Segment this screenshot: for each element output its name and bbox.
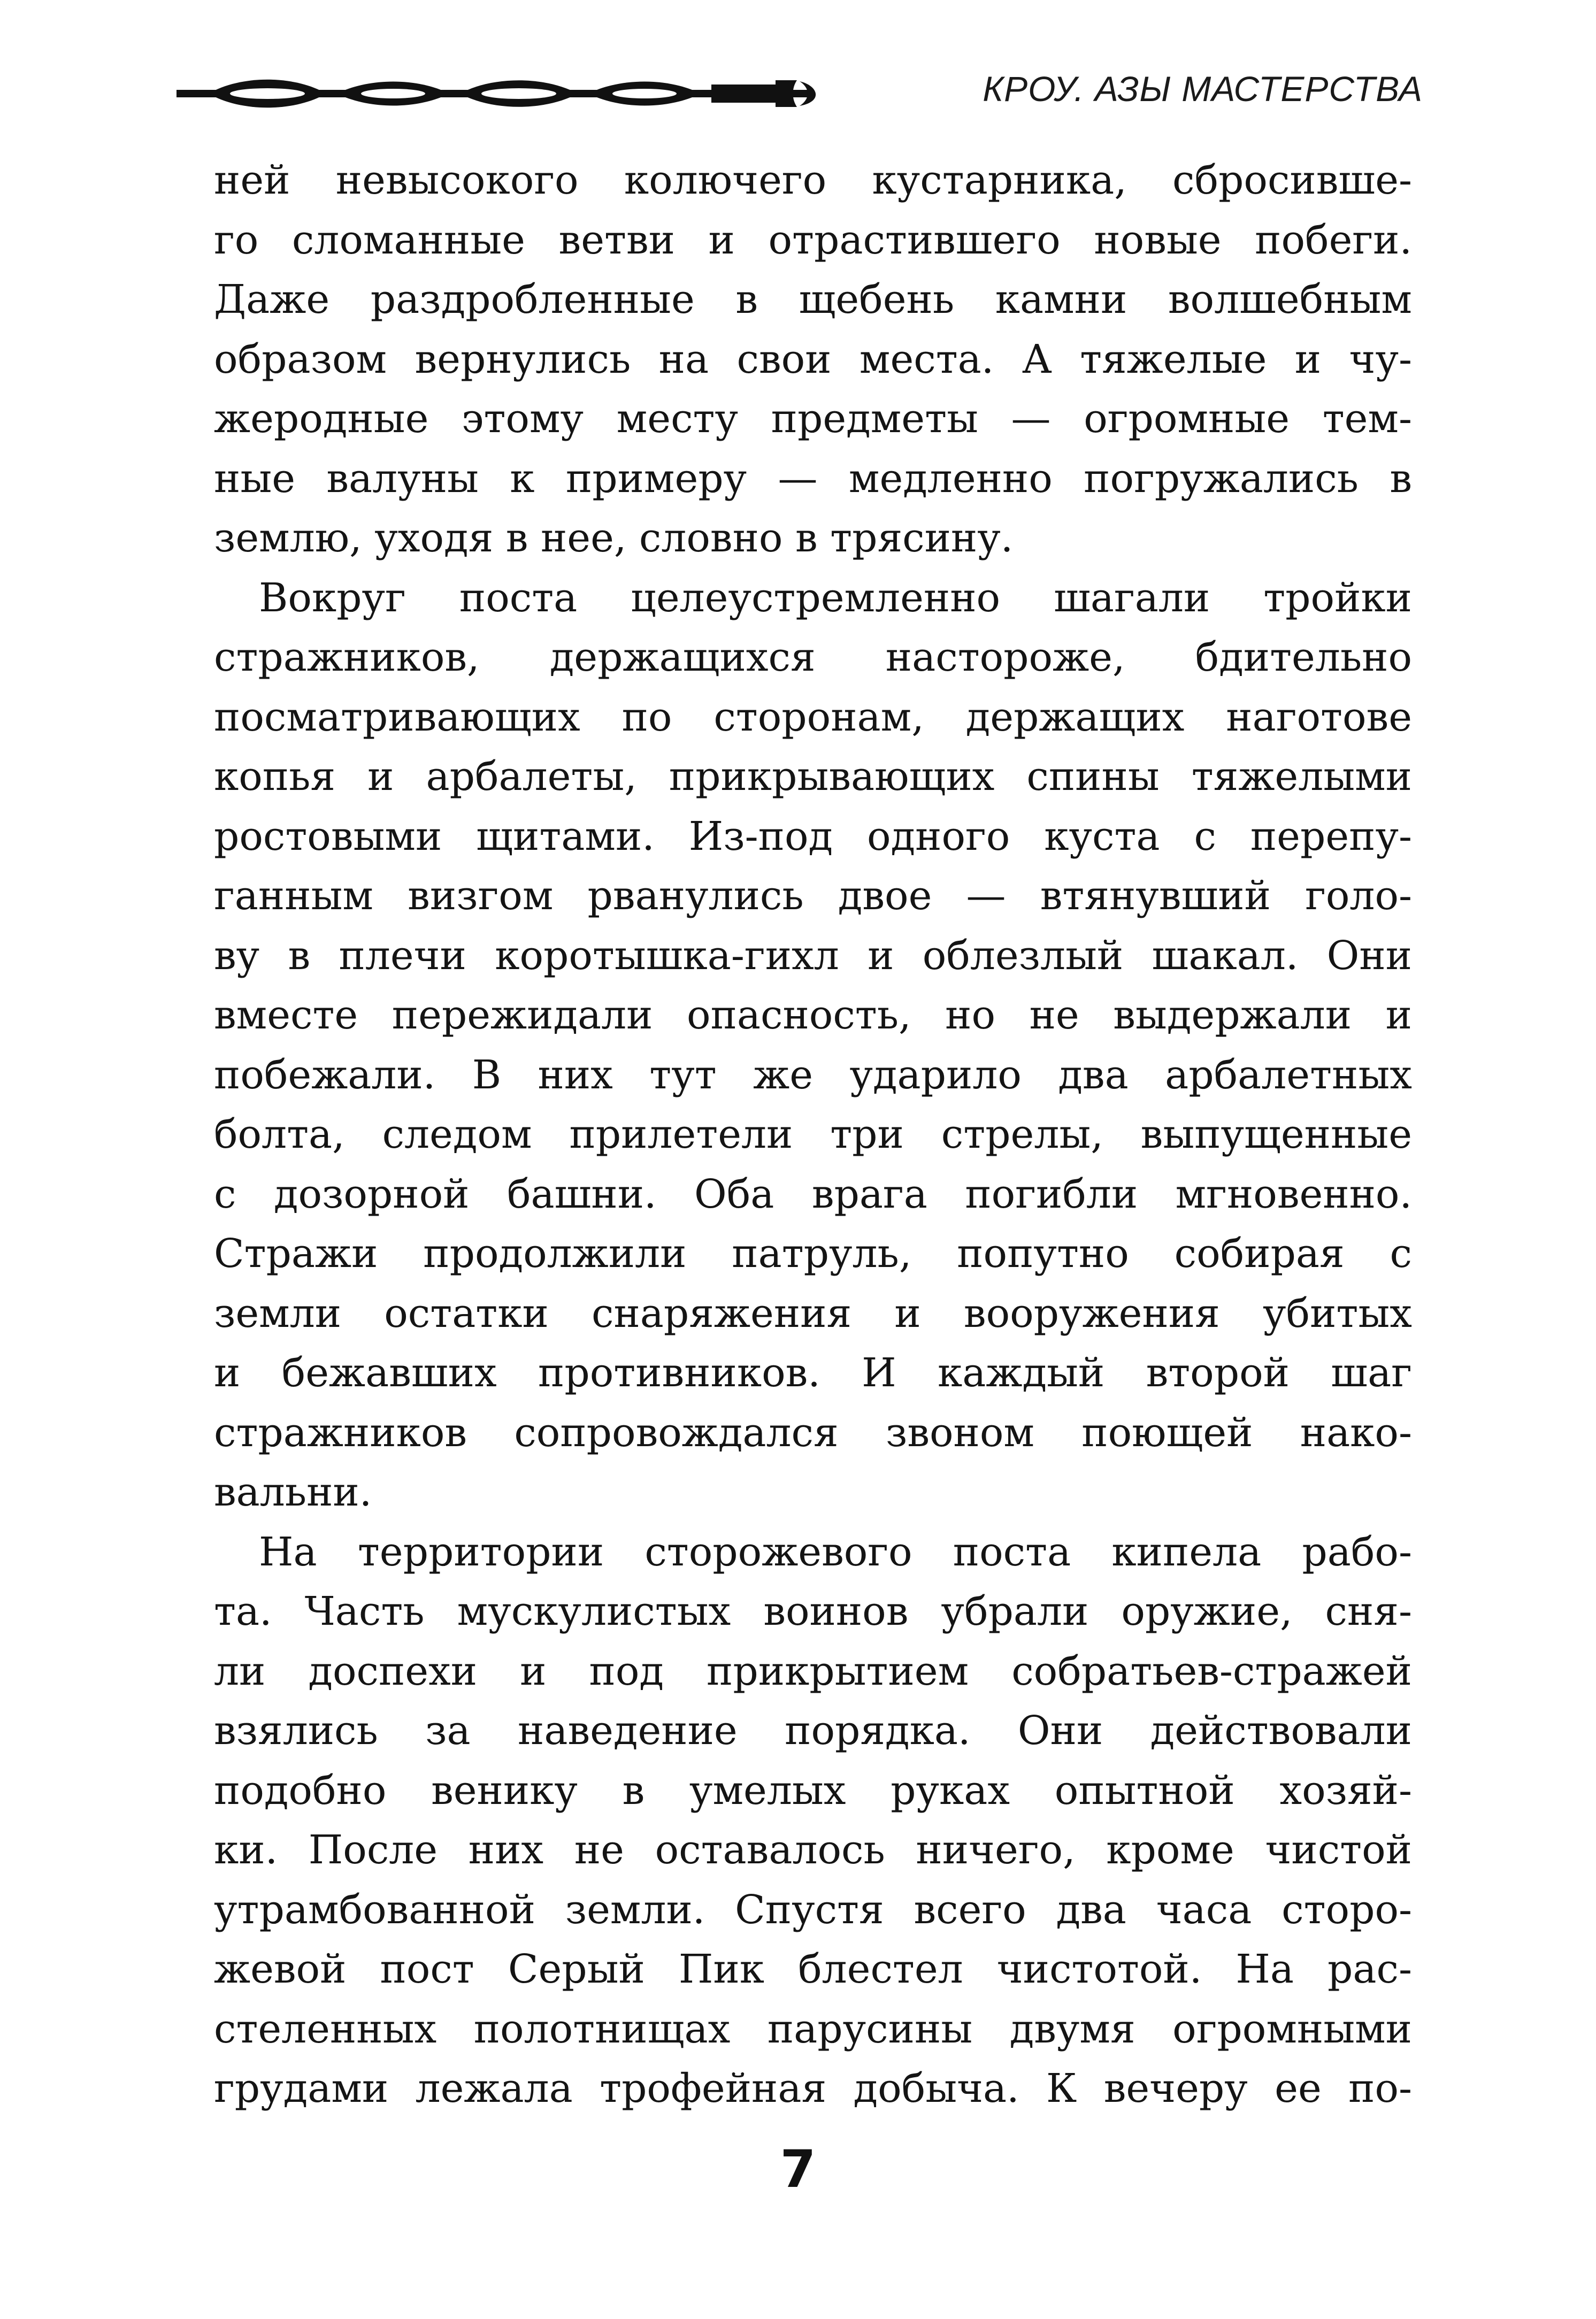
text-line: ганным визгом рванулись двое — втянувший голо-: [214, 873, 1412, 919]
text-line: жеродные этому месту предметы — огромные тем-: [214, 396, 1412, 442]
paragraph-2: [214, 569, 1412, 1523]
text-line: с дозорной башни. Оба врага погибли мгновенно.: [214, 1171, 1412, 1217]
text-line: жевой пост Серый Пик блестел чистотой. На рас-: [214, 1946, 1412, 1992]
text-line: го сломанные ветви и отрастившего новые побеги.: [214, 217, 1412, 263]
text-line: стеленных полотнищах парусины двумя огромными: [214, 2006, 1412, 2052]
text-line: Даже раздробленные в щебень камни волшебным: [214, 277, 1412, 322]
text-line: вместе пережидали опасность, но не выдержали и: [214, 992, 1412, 1038]
text-line: та. Часть мускулистых воинов убрали оружие, сня-: [214, 1588, 1412, 1634]
text-line: Вокруг поста целеустремленно шагали тройки: [259, 574, 1412, 621]
text-line: образом вернулись на свои места. А тяжелые и чу-: [214, 336, 1412, 382]
paragraph-1: [214, 151, 1412, 569]
text-line: землю, уходя в нее, словно в трясину.: [214, 515, 1014, 561]
text-line: ли доспехи и под прикрытием собратьев-стражей: [214, 1648, 1412, 1694]
text-line: ву в плечи коротышка-гихл и облезлый шакал. Они: [214, 932, 1412, 979]
text-line: стражников сопровождался звоном поющей нако-: [214, 1409, 1412, 1456]
decorative-rule-ornament-icon: [177, 70, 829, 118]
text-line: стражников, держащихся настороже, бдительно: [214, 634, 1412, 680]
page-number: 7: [780, 2139, 816, 2199]
text-line: грудами лежала трофейная добыча. К вечеру ее по-: [214, 2065, 1412, 2111]
text-line: Стражи продолжили патруль, попутно собирая с: [214, 1231, 1412, 1277]
running-title: КРОУ. АЗЫ МАСТЕРСТВА: [983, 69, 1423, 109]
text-line: ней невысокого колючего кустарника, сбросивше-: [214, 157, 1412, 203]
text-line: побежали. В них тут же ударило два арбалетных: [214, 1051, 1412, 1098]
text-line: ки. После них не оставалось ничего, кроме чистой: [214, 1827, 1412, 1873]
text-line: ростовыми щитами. Из-под одного куста с перепу-: [214, 813, 1412, 859]
text-line: подобно венику в умелых руках опытной хозяй-: [214, 1767, 1412, 1814]
text-line: ные валуны к примеру — медленно погружались в: [214, 455, 1412, 502]
text-line: земли остатки снаряжения и вооружения убитых: [214, 1290, 1412, 1337]
text-line: На территории сторожевого поста кипела рабо-: [259, 1529, 1412, 1575]
text-line: болта, следом прилетели три стрелы, выпущенные: [214, 1111, 1412, 1157]
text-line: вальни.: [214, 1469, 372, 1515]
text-line: и бежавших противников. И каждый второй шаг: [214, 1350, 1412, 1396]
text-line: утрамбованной земли. Спустя всего два часа сторо-: [214, 1886, 1412, 1933]
text-line: копья и арбалеты, прикрывающих спины тяжелыми: [214, 754, 1412, 800]
paragraph-3: [214, 1523, 1412, 2119]
text-line: взялись за наведение порядка. Они действовали: [214, 1708, 1412, 1754]
page-header: [177, 59, 1423, 123]
text-line: посматривающих по сторонам, держащих наготове: [214, 694, 1412, 740]
body-text: [214, 151, 1412, 2119]
